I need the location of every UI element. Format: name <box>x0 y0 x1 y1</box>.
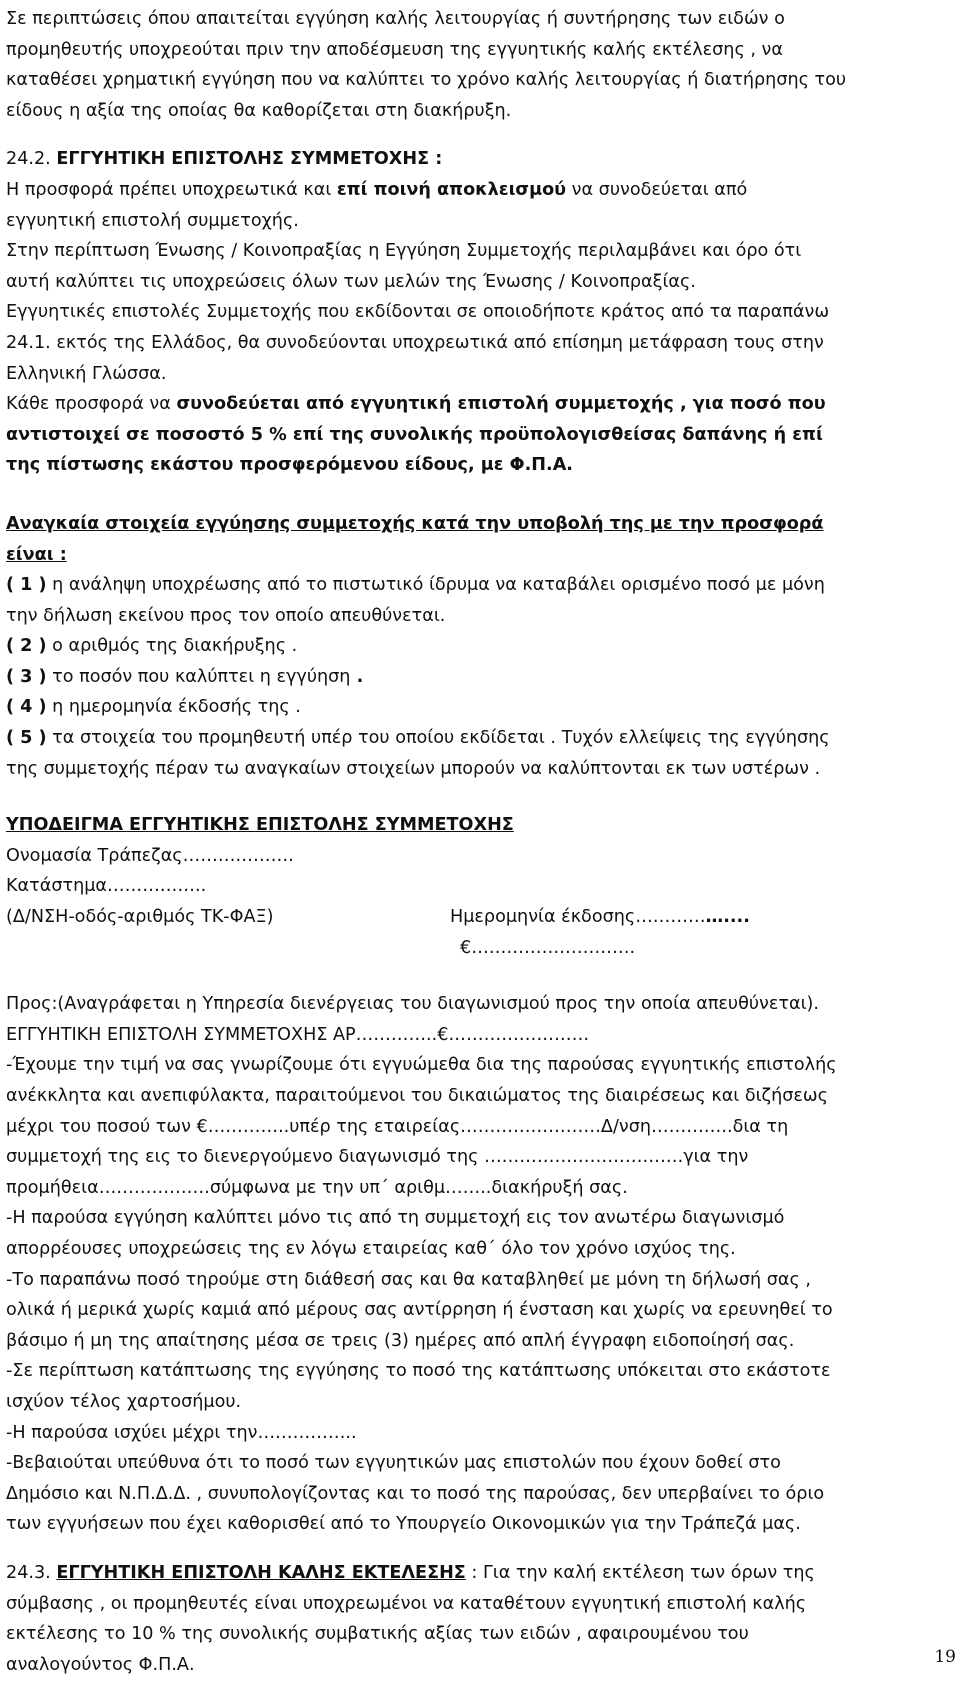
recipient-line: Προς:(Αναγράφεται η Υπηρεσία διενέργειας του διαγωνισμού προς την οποία απευθύνεται). <box>6 994 819 1015</box>
emphasis-line: της πίστωσης εκάστου προσφερόμενου είδους, με Φ.Π.Α. <box>6 455 573 476</box>
text-line: απορρέουσες υποχρεώσεις της εν λόγω εταιρείας καθ΄ όλο τον χρόνο ισχύος της. <box>6 1238 736 1259</box>
text-line: συμμετοχή της εις το διενεργούμενο διαγωνισμό της …………………………….για την <box>6 1147 749 1168</box>
list-item: ( 5 ) τα στοιχεία του προμηθευτή υπέρ του οποίου εκδίδεται . Τυχόν ελλείψεις της εγγύησης <box>6 728 830 749</box>
sample-title: ΥΠΟΔΕΙΓΜΑ ΕΓΓΥΗΤΙΚΗΣ ΕΠΙΣΤΟΛΗΣ ΣΥΜΜΕΤΟΧΗΣ <box>6 815 514 836</box>
issue-date-line: Ημερομηνία έκδοσης…………….... <box>450 907 750 928</box>
text-line: αναλογούντος Φ.Π.Α. <box>6 1654 195 1675</box>
item-number: ( 5 ) <box>6 728 47 749</box>
item-number: ( 4 ) <box>6 697 47 718</box>
section-title: ΕΓΓΥΗΤΙΚΗ ΕΠΙΣΤΟΛΗ ΚΑΛΗΣ ΕΚΤΕΛΕΣΗΣ <box>56 1562 466 1583</box>
text-line: ολικά ή μερικά χωρίς καμιά από μέρους σας αντίρρηση ή ένσταση και χωρίς να ερευνηθεί το <box>6 1300 833 1321</box>
emphasis-text: επί ποινή αποκλεισμού <box>336 179 567 200</box>
section-heading: 24.2. ΕΓΓΥΗΤΙΚΗ ΕΠΙΣΤΟΛΗΣ ΣΥΜΜΕΤΟΧΗΣ : <box>6 149 443 170</box>
list-item: ( 1 ) η ανάληψη υποχρέωσης από το πιστωτικό ίδρυμα να καταβάλει ορισμένο ποσό με μόνη <box>6 575 825 596</box>
section-24-2 <box>6 144 950 481</box>
section-number: 24.3. <box>6 1562 57 1583</box>
section-title: ΕΓΓΥΗΤΙΚΗ ΕΠΙΣΤΟΛΗΣ ΣΥΜΜΕΤΟΧΗΣ <box>56 149 430 170</box>
text-line: σύμβασης , οι προμηθευτές είναι υποχρεωμένοι να καταθέτουν εγγυητική επιστολή καλής <box>6 1593 807 1614</box>
letter-number-line: ΕΓΓΥΗΤΙΚΗ ΕΠΙΣΤΟΛΗ ΣΥΜΜΕΤΟΧΗΣ ΑΡ…………..€…………………… <box>6 1024 590 1045</box>
text-line: των εγγυήσεων που έχει καθορισθεί από το Υπουργείο Οικονομικών για την Τράπεζά μας. <box>6 1514 801 1535</box>
text-line: Στην περίπτωση Ένωσης / Κοινοπραξίας η Εγγύηση Συμμετοχής περιλαμβάνει και όρο ότι <box>6 241 802 262</box>
item-number: ( 1 ) <box>6 575 47 596</box>
text-line: της συμμετοχής πέραν τω αναγκαίων στοιχείων μπορούν να καλύπτονται εκ των υστέρων . <box>6 758 821 779</box>
item-number: ( 3 ) <box>6 666 47 687</box>
list-item: ( 3 ) το ποσόν που καλύπτει η εγγύηση . <box>6 666 364 687</box>
address-date-row <box>6 902 950 933</box>
text-line: Κάθε προσφορά να συνοδεύεται από εγγυητική επιστολή συμμετοχής , για ποσό που <box>6 394 826 415</box>
section-24-3 <box>6 1558 950 1680</box>
text-line: την δήλωση εκείνου προς τον οποίο απευθύνεται. <box>6 605 446 626</box>
text-line: μέχρι του ποσού των €…………..υπέρ της εταιρείας……………………Δ/νση…………..δια τη <box>6 1116 789 1137</box>
sample-letter <box>6 810 950 1540</box>
text-line: αυτή καλύπτει τις υποχρεώσεις όλων των μελών της Ένωσης / Κοινοπραξίας. <box>6 271 696 292</box>
text-line: βάσιμο ή μη της απαίτησης μέσα σε τρεις (3) ημέρες από απλή έγγραφη ειδοποίησή σας. <box>6 1330 795 1351</box>
emphasis-line: αντιστοιχεί σε ποσοστό 5 % επί της συνολικής προϋπολογισθείσας δαπάνης ή επί <box>6 424 823 445</box>
letter-body <box>6 1050 950 1540</box>
text-line: 24.1. εκτός της Ελλάδος, θα συνοδεύονται υποχρεωτικά από επίσημη μετάφραση τους στην <box>6 332 824 353</box>
section-heading: 24.3. ΕΓΓΥΗΤΙΚΗ ΕΠΙΣΤΟΛΗ ΚΑΛΗΣ ΕΚΤΕΛΕΣΗΣ : Για την καλή εκτέλεση των όρων της <box>6 1562 815 1583</box>
text-line: -Σε περίπτωση κατάπτωσης της εγγύησης το ποσό της κατάπτωσης υπόκειται στο εκάστοτε <box>6 1361 831 1382</box>
list-item: ( 2 ) ο αριθμός της διακήρυξης . <box>6 636 298 657</box>
intro-paragraph <box>6 4 950 126</box>
euro-amount-line: €………………………. <box>460 937 636 958</box>
text-line: Εγγυητικές επιστολές Συμμετοχής που εκδίδονται σε οποιοδήποτε κράτος από τα παραπάνω <box>6 302 830 323</box>
text-line: -Η παρούσα εγγύηση καλύπτει μόνο τις από τη συμμετοχή εις τον ανωτέρω διαγωνισμό <box>6 1208 785 1229</box>
address-line: (Δ/ΝΣΗ-οδός-αριθμός ΤΚ-ΦΑΞ) <box>6 907 274 928</box>
text-line: Η προσφορά πρέπει υποχρεωτικά και επί ποινή αποκλεισμού να συνοδεύεται από <box>6 179 748 200</box>
text-line: -Βεβαιούται υπεύθυνα ότι το ποσό των εγγυητικών μας επιστολών που έχουν δοθεί στο <box>6 1453 781 1474</box>
required-heading: Αναγκαία στοιχεία εγγύησης συμμετοχής κατά την υποβολή της με την προσφορά <box>6 513 824 534</box>
text-line: προμήθεια……………….σύμφωνα με την υπ΄ αριθμ……..διακήρυξή σας. <box>6 1177 628 1198</box>
text-line: -Το παραπάνω ποσό τηρούμε στη διάθεσή σας και θα καταβληθεί με μόνη τη δήλωσή σας , <box>6 1269 812 1290</box>
text-line: εκτέλεσης το 10 % της συνολικής συμβατικής αξίας των ειδών , αφαιρουμένου του <box>6 1624 749 1645</box>
branch-line: Κατάστημα…………….. <box>6 876 207 897</box>
text-line: ισχύον τέλος χαρτοσήμου. <box>6 1391 242 1412</box>
bank-name-line: Ονομασία Τράπεζας………………. <box>6 845 294 866</box>
document-page <box>6 4 950 1680</box>
page-number: 19 <box>934 1647 956 1667</box>
item-number: ( 2 ) <box>6 636 47 657</box>
text-line: εγγυητική επιστολή συμμετοχής. <box>6 210 299 231</box>
required-heading: είναι : <box>6 544 67 565</box>
text-line: Ελληνική Γλώσσα. <box>6 363 167 384</box>
section-number: 24.2. <box>6 149 57 170</box>
text-line: προμηθευτής υποχρεούται πριν την αποδέσμευση της εγγυητικής καλής εκτέλεσης , να <box>6 39 783 60</box>
emphasis-text: συνοδεύεται από εγγυητική επιστολή συμμετοχής , για ποσό που <box>176 394 826 415</box>
text-line: καταθέσει χρηματική εγγύηση που να καλύπτει το χρόνο καλής λειτουργίας ή διατήρησης του <box>6 70 847 91</box>
text-line: ανέκκλητα και ανεπιφύλακτα, παραιτούμενοι του δικαιώματος της διαιρέσεως και διζήσεως <box>6 1086 828 1106</box>
text-line: -Έχουμε την τιμή να σας γνωρίζουμε ότι εγγυώμεθα δια της παρούσας εγγυητικής επιστολής <box>6 1055 837 1076</box>
text-line: είδους η αξία της οποίας θα καθορίζεται στη διακήρυξη. <box>6 100 512 121</box>
text-line: -Η παρούσα ισχύει μέχρι την…………….. <box>6 1422 357 1443</box>
required-elements <box>6 509 950 784</box>
list-item: ( 4 ) η ημερομηνία έκδοσής της . <box>6 697 301 718</box>
text-line: Δημόσιο και Ν.Π.Δ.Δ. , συνυπολογίζοντας και το ποσό της παρούσας, δεν υπερβαίνει το όριο <box>6 1483 825 1504</box>
text-line: Σε περιπτώσεις όπου απαιτείται εγγύηση καλής λειτουργίας ή συντήρησης των ειδών ο <box>6 9 785 29</box>
